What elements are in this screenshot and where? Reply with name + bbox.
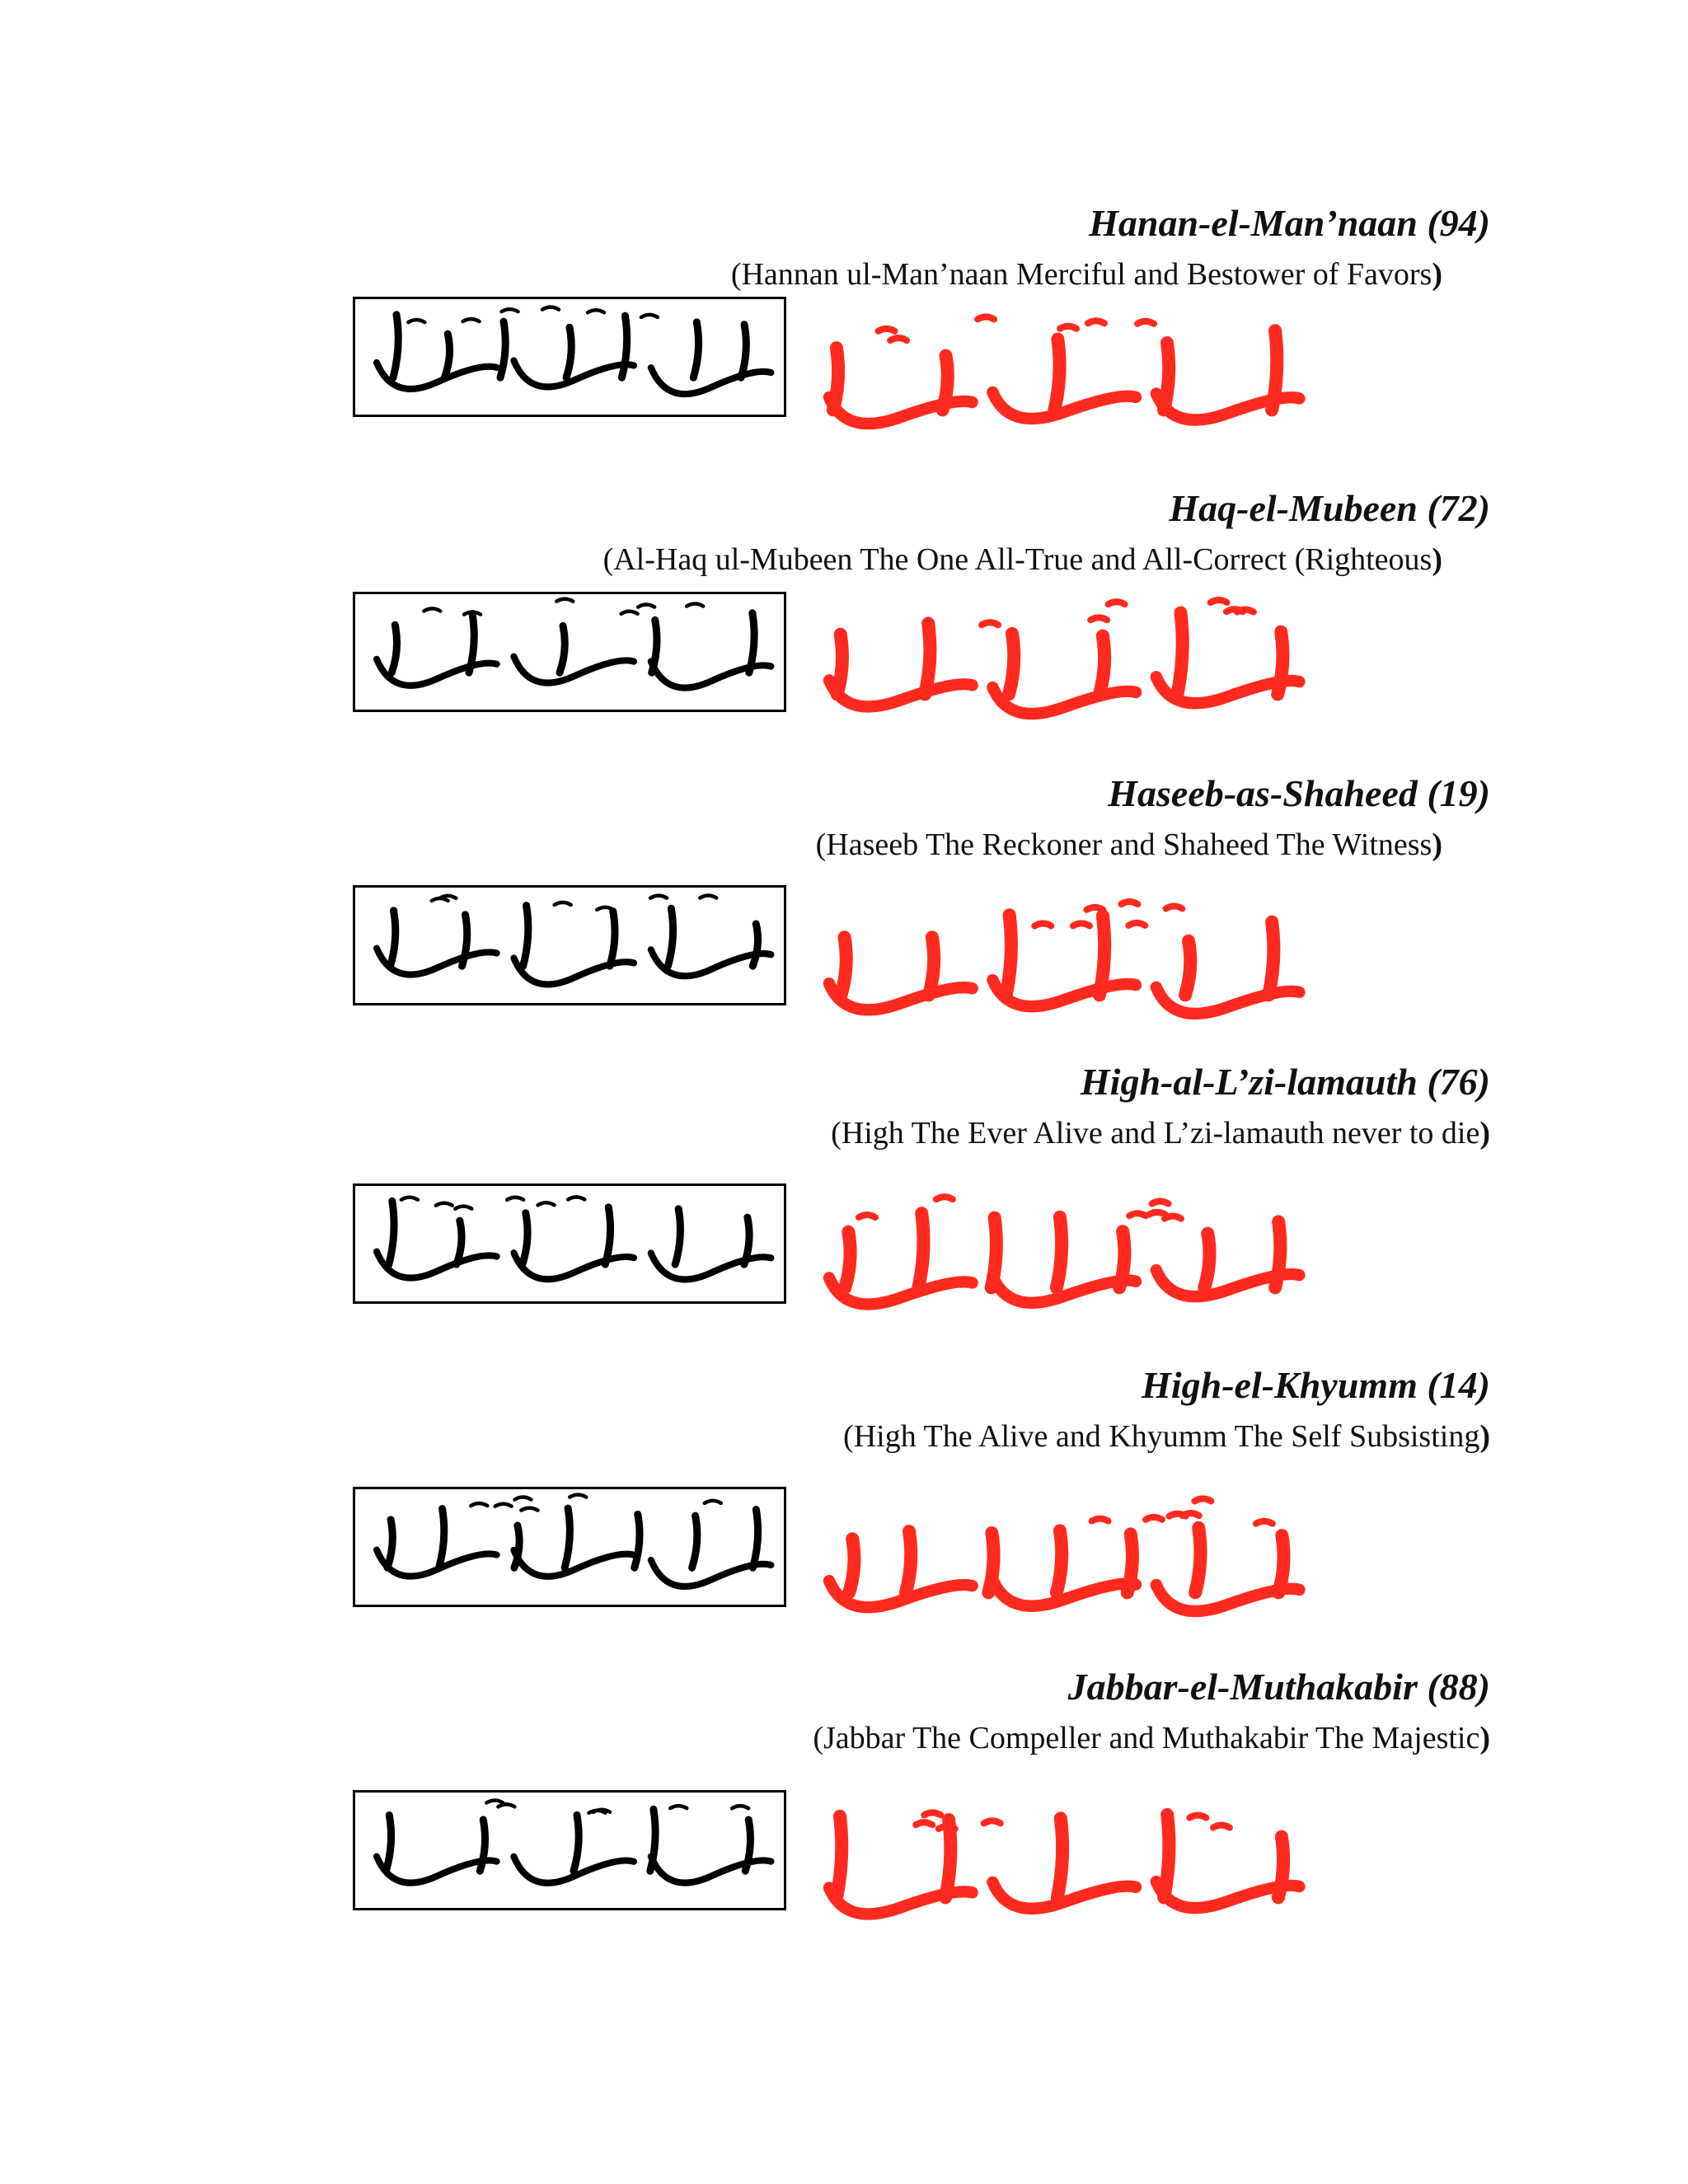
calligraphy-stroke [1054,340,1059,410]
calligraphy-diacritic [641,315,658,317]
entry-subtitle [813,1722,1490,1754]
calligraphy-stroke [675,1209,680,1264]
calligraphy-diacritic [1034,923,1051,926]
calligraphy-diacritic [502,309,518,312]
entry-subtitle [816,829,1442,860]
calligraphy-diacritic [1086,907,1103,910]
calligraphy-stroke [387,1520,392,1568]
calligraphy-stroke [651,368,771,394]
calligraphy-diacritic [588,310,604,312]
calligraphy-diacritic [495,1504,512,1507]
calligraphy-stroke [605,1207,610,1264]
entry-title: Haq-el-Mubeen (72) [1169,487,1490,529]
subtitle-close-paren: ) [1479,1419,1490,1454]
calligraphy-diacritic [597,907,613,910]
red-calligraphy-image [804,1492,1315,1640]
black-calligraphy-image [355,594,784,710]
calligraphy-stroke [845,1232,850,1288]
subtitle-text: (Jabbar The Compeller and Muthakabir The Majestic [813,1721,1480,1755]
entry-subtitle [831,1118,1490,1149]
red-calligraphy-image [804,894,1315,1043]
calligraphy-stroke [1185,941,1190,996]
red-calligraphy-image [804,1797,1315,1945]
calligraphy-diacritic [439,896,456,898]
entry-subtitle [843,1421,1490,1452]
calligraphy-stroke [523,1213,528,1264]
entry-title: Haseeb-as-Shaheed (19) [1108,772,1490,814]
calligraphy-diacritic [486,1800,503,1802]
calligraphy-stroke [753,1510,757,1568]
calligraphy-diacritic [670,1806,687,1808]
black-calligraphy-box [353,1183,786,1304]
entry-title: Jabbar-el-Muthakabir (88) [1067,1666,1490,1708]
calligraphy-diacritic [978,316,994,319]
calligraphy-diacritic [1060,326,1076,329]
calligraphy-stroke [392,625,396,673]
subtitle-text: (Haseeb The Reckoner and Shaheed The Witness [815,827,1432,862]
calligraphy-diacritic [700,896,716,898]
calligraphy-diacritic [1137,321,1154,324]
calligraphy-diacritic [984,1821,1001,1823]
entry-title: Hanan-el-Man’naan (94) [1089,202,1490,244]
calligraphy-stroke [842,937,846,995]
subtitle-text: (High The Alive and Khyumm The Self Subsisting [843,1419,1480,1454]
calligraphy-diacritic [916,1822,932,1825]
calligraphy-diacritic [890,338,907,340]
calligraphy-stroke [693,322,698,377]
calligraphy-diacritic [621,612,638,614]
calligraphy-diacritic [538,1202,555,1205]
calligraphy-diacritic [936,1197,953,1199]
subtitle-close-paren: ) [1479,1721,1490,1755]
calligraphy-diacritic [1211,600,1227,602]
calligraphy-stroke [523,906,528,967]
calligraphy-diacritic [471,1503,487,1506]
calligraphy-diacritic [521,1508,537,1511]
calligraphy-diacritic [462,319,479,321]
calligraphy-stroke [1009,634,1014,694]
calligraphy-stroke [574,1815,579,1871]
calligraphy-diacritic [436,1203,452,1206]
calligraphy-stroke [1006,915,1011,995]
calligraphy-diacritic [1088,321,1104,323]
calligraphy-diacritic [982,622,998,625]
calligraphy-stroke [1057,1530,1062,1592]
calligraphy-diacritic [1149,1212,1165,1215]
calligraphy-stroke [1177,613,1182,695]
calligraphy-diacritic [638,605,654,607]
calligraphy-stroke [393,315,398,377]
calligraphy-stroke [513,1550,634,1577]
calligraphy-diacritic [1213,1825,1230,1828]
calligraphy-diacritic [878,329,894,331]
calligraphy-diacritic [1073,923,1090,926]
calligraphy-stroke [651,1253,771,1279]
red-calligraphy-image [804,1187,1315,1335]
calligraphy-stroke [692,1516,697,1568]
calligraphy-stroke [389,1201,394,1264]
calligraphy-stroke [651,1560,771,1586]
subtitle-text: (Al-Haq ul-Mubeen The One All-True and All-Correct (Righteous [603,542,1432,577]
black-calligraphy-box [353,592,786,712]
calligraphy-diacritic [859,1215,875,1217]
calligraphy-diacritic [570,1495,586,1497]
calligraphy-stroke [829,397,973,424]
calligraphy-diacritic [1128,923,1145,926]
black-calligraphy-image [355,1793,784,1908]
entry-subtitle [603,544,1442,575]
calligraphy-stroke [837,1816,842,1898]
calligraphy-diacritic [650,896,667,898]
calligraphy-diacritic [1129,1213,1146,1216]
calligraphy-stroke [753,924,757,966]
calligraphy-diacritic [556,599,573,602]
red-calligraphy-image [804,309,1315,457]
calligraphy-diacritic [1256,1521,1273,1524]
calligraphy-diacritic [542,307,559,310]
calligraphy-stroke [1195,1528,1200,1593]
calligraphy-stroke [925,623,930,694]
calligraphy-diacritic [1189,1816,1206,1818]
calligraphy-stroke [849,1539,854,1592]
calligraphy-stroke [513,1253,634,1279]
calligraphy-stroke [635,1514,640,1568]
calligraphy-diacritic [1237,610,1254,612]
calligraphy-diacritic [1183,1513,1199,1516]
calligraphy-stroke [621,316,626,377]
calligraphy-stroke [513,360,634,387]
calligraphy-stroke [945,1820,950,1897]
calligraphy-stroke [457,1221,462,1264]
subtitle-close-paren: ) [1432,827,1442,862]
calligraphy-stroke [1057,1818,1062,1897]
calligraphy-stroke [1204,1234,1209,1288]
black-calligraphy-box [353,297,786,417]
calligraphy-diacritic [424,608,440,611]
calligraphy-diacritic [1092,1519,1109,1521]
calligraphy-stroke [439,1509,444,1568]
calligraphy-stroke [560,626,565,673]
calligraphy-diacritic [498,1804,514,1807]
entry-title: High-al-L’zi-lamauth (76) [1080,1061,1490,1103]
calligraphy-stroke [386,1815,391,1871]
subtitle-text: (High The Ever Alive and L’zi-lamauth never to die [831,1116,1480,1151]
calligraphy-stroke [1100,636,1104,695]
calligraphy-diacritic [1194,1498,1211,1501]
calligraphy-diacritic [687,604,703,607]
calligraphy-stroke [1164,1815,1169,1897]
calligraphy-stroke [513,657,634,683]
red-calligraphy-image [804,593,1315,742]
calligraphy-stroke [651,662,771,688]
calligraphy-stroke [668,908,673,966]
black-calligraphy-image [355,1186,784,1301]
calligraphy-stroke [829,680,973,706]
calligraphy-diacritic [939,1826,955,1829]
calligraphy-stroke [500,321,505,377]
calligraphy-diacritic [1146,1517,1162,1520]
calligraphy-stroke [906,1531,911,1592]
black-calligraphy-image [355,299,784,415]
calligraphy-diacritic [514,1497,531,1500]
calligraphy-stroke [1057,1217,1062,1288]
calligraphy-stroke [741,325,746,377]
entry-subtitle [731,259,1442,290]
black-calligraphy-box [353,1487,786,1607]
subtitle-close-paren: ) [1432,257,1442,292]
calligraphy-diacritic [507,1197,523,1200]
calligraphy-stroke [651,1857,771,1883]
calligraphy-diacritic [1109,602,1125,604]
subtitle-close-paren: ) [1479,1116,1490,1151]
calligraphy-diacritic [732,1806,748,1808]
calligraphy-stroke [1268,922,1273,996]
black-calligraphy-image [355,888,784,1003]
calligraphy-stroke [918,1213,923,1287]
calligraphy-stroke [444,334,449,377]
calligraphy-stroke [391,911,396,966]
calligraphy-stroke [513,958,634,984]
subtitle-close-paren: ) [1432,542,1442,577]
calligraphy-stroke [1156,987,1300,1014]
calligraphy-diacritic [1121,902,1137,904]
calligraphy-stroke [566,327,571,377]
black-calligraphy-box [353,885,786,1005]
calligraphy-stroke [929,937,934,995]
calligraphy-diacritic [555,902,571,905]
calligraphy-diacritic [568,1197,584,1199]
calligraphy-diacritic [401,1197,418,1200]
calligraphy-diacritic [408,320,424,322]
calligraphy-diacritic [924,1812,940,1815]
calligraphy-diacritic [455,1207,471,1209]
calligraphy-stroke [829,983,973,1010]
calligraphy-diacritic [1165,906,1182,908]
entry-title: High-el-Khyumm (14) [1142,1364,1490,1406]
calligraphy-diacritic [1165,1216,1181,1219]
calligraphy-diacritic [705,1501,721,1503]
black-calligraphy-image [355,1489,784,1605]
calligraphy-stroke [610,912,615,967]
calligraphy-diacritic [1152,1202,1169,1204]
subtitle-text: (Hannan ul-Man’naan Merciful and Bestower of Favors [730,257,1432,292]
calligraphy-stroke [992,392,1136,419]
black-calligraphy-box [353,1790,786,1910]
calligraphy-stroke [565,1508,570,1568]
calligraphy-diacritic [1090,617,1107,620]
